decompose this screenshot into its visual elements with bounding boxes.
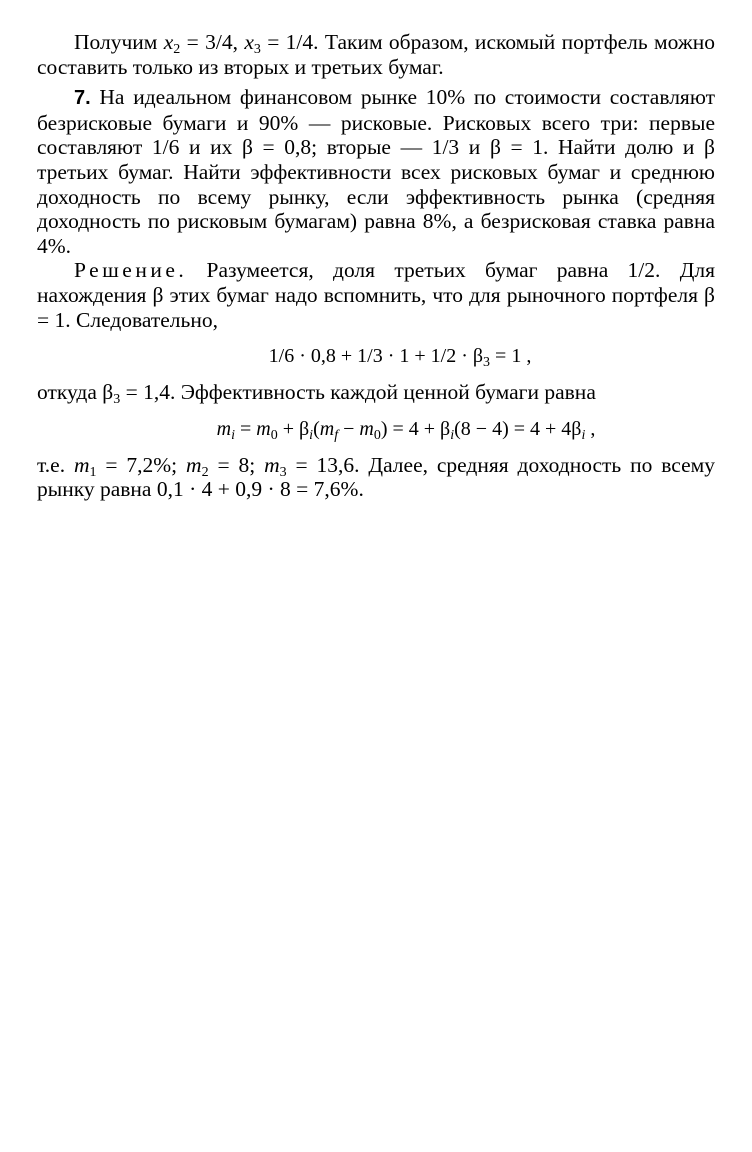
document-page bbox=[37, 30, 715, 502]
problem-number: 7. bbox=[74, 87, 91, 110]
problem-7-statement: 7. На идеальном финансовом рынке 10% по стоимости составляют безрисковые бумаги и 90% — рисковые. Рисковых всего три: первые составляют 1/6 и их β = 0,8; вторые — 1/3 и β = 1. Найти долю и β третьих бумаг. Найти эффективности всех рисковых бумаг и среднюю доходность по всему рынку, если эффективность рынка (средняя доходность по рисковым бумагам) равна 8%, а безрисковая ставка равна 4%. bbox=[37, 85, 715, 258]
paragraph-solution-end: Получим $x_2 = 3/4$, $x_3 = 1/4$. Таким образом, искомый портфель можно составить только из вторых и третьих бумаг. bbox=[37, 30, 715, 79]
beta-equation: $1/6 \cdot 0,8 + 1/3 \cdot 1 + 1/2 \cdot \beta_3 = 1$ , bbox=[268, 345, 532, 371]
solution-label: Решение. bbox=[74, 258, 188, 283]
final-result-paragraph: т.е. $m_1 = 7,2\%$; $m_2 = 8$; $m_3 = 13,6$. Далее, средняя доходность по всему рынку равна 0,1 · 4 + 0,9 · 8 = 7,6%. bbox=[37, 452, 715, 502]
beta-result-paragraph: откуда $\beta_3 = 1,4$. Эффективность каждой ценной бумаги равна bbox=[37, 380, 596, 408]
efficiency-equation: $m_i = m_0 + \beta_i(m_f - m_0) = 4 + \beta_i(8 - 4) = 4 + 4\beta_i$ , bbox=[216, 417, 596, 443]
solution-paragraph: Решение. Разумеется, доля третьих бумаг равна 1/2. Для нахождения β этих бумаг надо вспомнить, что для рыночного портфеля β = 1. Следовательно, bbox=[37, 258, 715, 332]
